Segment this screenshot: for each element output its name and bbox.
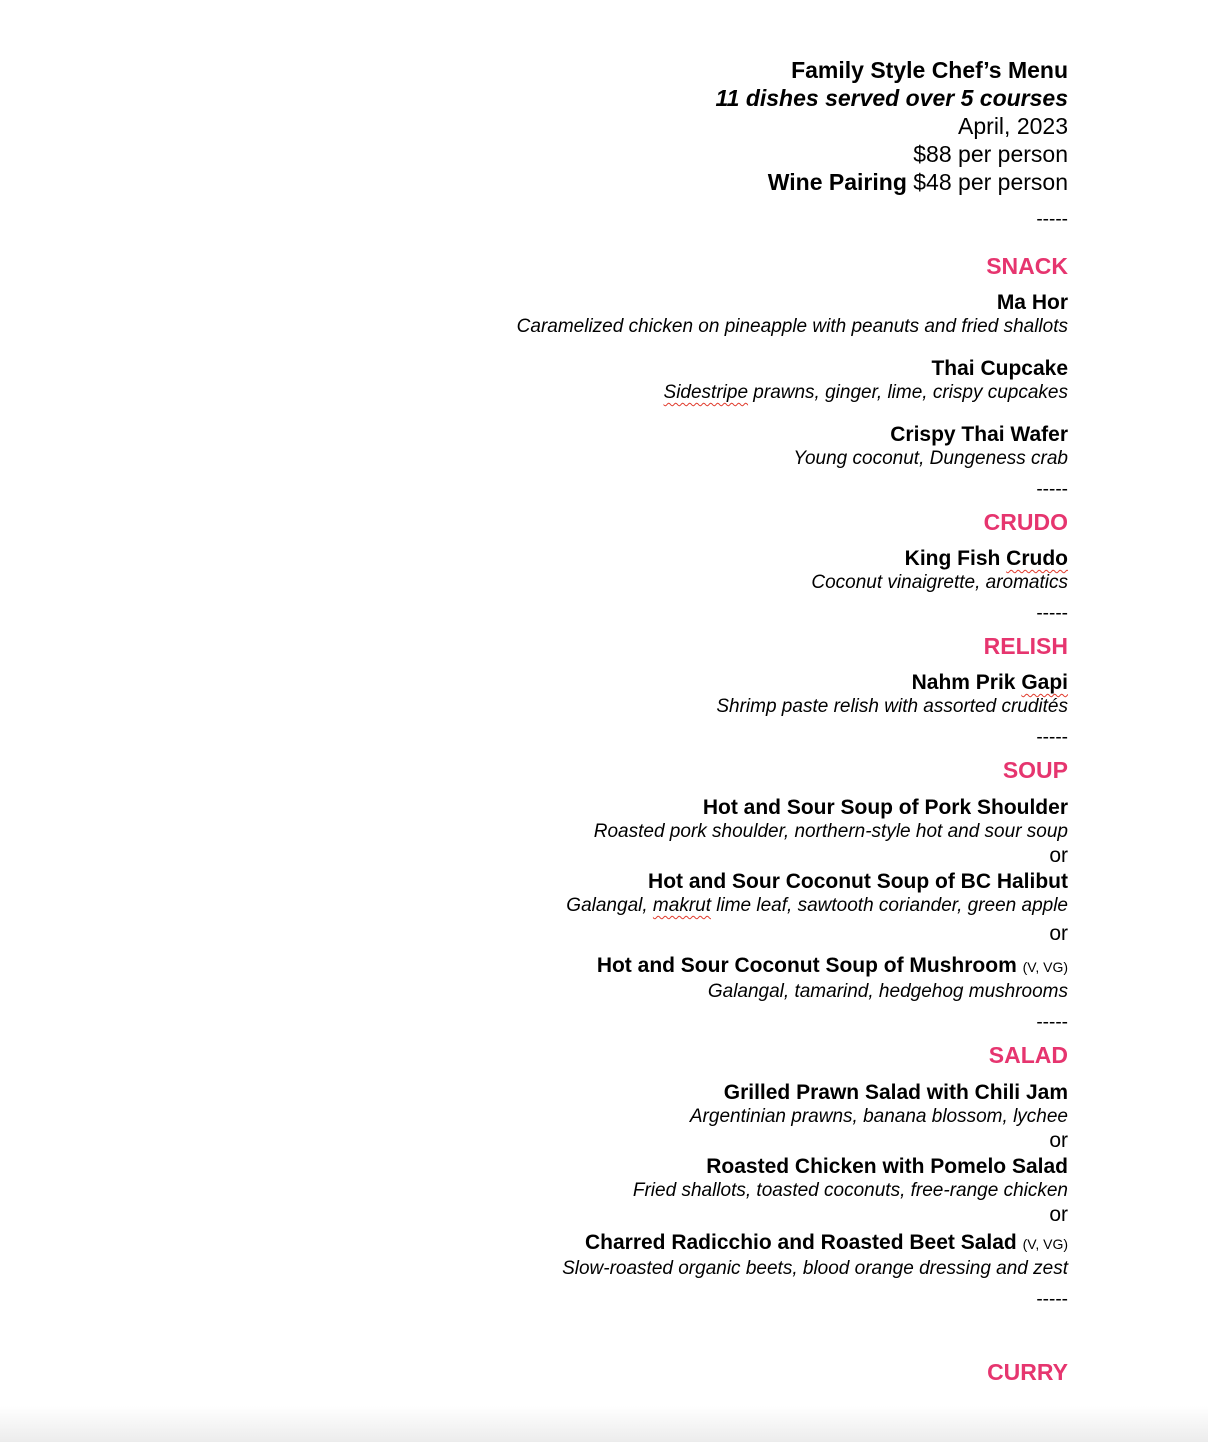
- dish-pork-shoulder-soup: [308, 795, 1068, 843]
- spellcheck-word: Sidestripe: [663, 382, 749, 403]
- dish-name: [308, 546, 1068, 571]
- divider: -----: [1036, 1289, 1068, 1310]
- dish-desc: Coconut vinaigrette, aromatics: [811, 572, 1068, 593]
- or-separator: or: [1049, 922, 1068, 945]
- dish-name: Hot and Sour Coconut Soup of BC Halibut: [648, 870, 1068, 893]
- section-title-relish: RELISH: [983, 633, 1068, 659]
- spellcheck-word: Gapi: [1021, 671, 1068, 694]
- section-title-snack: SNACK: [986, 253, 1068, 279]
- dish-nahm-prik-gapi: [308, 670, 1068, 718]
- or-separator: or: [1049, 1203, 1068, 1226]
- dish-ma-hor: [308, 290, 1068, 338]
- dish-pomelo-salad: [308, 1154, 1068, 1202]
- dish-mushroom-soup: [308, 953, 1068, 1003]
- dish-desc: Argentinian prawns, banana blossom, lychee: [689, 1106, 1068, 1127]
- dish-name: Thai Cupcake: [931, 357, 1068, 380]
- wine-pairing-line: [308, 168, 1068, 196]
- spellcheck-word: makrut: [652, 895, 711, 916]
- dish-name: [308, 953, 1068, 980]
- dish-desc-text: Galangal,: [566, 895, 653, 916]
- dish-name: Roasted Chicken with Pomelo Salad: [706, 1155, 1068, 1178]
- dish-desc: Shrimp paste relish with assorted crudités: [716, 696, 1068, 717]
- dish-crispy-thai-wafer: [308, 422, 1068, 470]
- divider: -----: [1036, 727, 1068, 748]
- dietary-tag: (V, VG): [1022, 1236, 1068, 1252]
- dish-name-text: Charred Radicchio and Roasted Beet Salad: [584, 1231, 1017, 1254]
- wine-pairing-label: Wine Pairing: [767, 169, 907, 195]
- dish-thai-cupcake: [308, 356, 1068, 404]
- divider: -----: [1036, 209, 1068, 230]
- wine-pairing-price: $48 per person: [913, 169, 1068, 195]
- dish-name: Crispy Thai Wafer: [890, 423, 1068, 446]
- dish-name: [308, 670, 1068, 695]
- or-separator: or: [1049, 1129, 1068, 1152]
- menu-title: Family Style Chef’s Menu: [791, 57, 1068, 83]
- section-title-salad: SALAD: [988, 1042, 1068, 1068]
- section-title-soup: SOUP: [1002, 757, 1068, 783]
- spellcheck-word: Crudo: [1006, 547, 1068, 570]
- dish-desc: [308, 894, 1068, 917]
- dish-name: Ma Hor: [996, 291, 1068, 314]
- dish-name: Hot and Sour Soup of Pork Shoulder: [702, 796, 1068, 819]
- divider: -----: [1036, 479, 1068, 500]
- dish-grilled-prawn-salad: [308, 1080, 1068, 1128]
- dish-desc: Roasted pork shoulder, northern-style hot and sour soup: [593, 821, 1068, 842]
- menu-date: April, 2023: [958, 113, 1068, 139]
- dietary-tag: (V, VG): [1022, 959, 1068, 975]
- or-separator: or: [1049, 844, 1068, 867]
- section-title-crudo: CRUDO: [983, 509, 1068, 535]
- divider: -----: [1036, 1012, 1068, 1033]
- dish-desc: Galangal, tamarind, hedgehog mushrooms: [707, 981, 1068, 1002]
- dish-halibut-soup: [308, 869, 1068, 917]
- section-title-curry: CURRY: [987, 1359, 1068, 1385]
- menu-header: [308, 56, 1068, 196]
- dish-name: Grilled Prawn Salad with Chili Jam: [723, 1081, 1068, 1104]
- dish-desc: Young coconut, Dungeness crab: [793, 448, 1068, 469]
- dish-name: [308, 1230, 1068, 1257]
- menu-subtitle: 11 dishes served over 5 courses: [715, 85, 1068, 111]
- dish-name-text: King Fish: [904, 547, 1007, 570]
- menu-price: $88 per person: [913, 141, 1068, 167]
- menu-column: [308, 56, 1068, 1386]
- dish-desc-rest: lime leaf, sawtooth coriander, green apple: [711, 895, 1068, 916]
- dish-radicchio-beet-salad: [308, 1230, 1068, 1280]
- dish-desc: Caramelized chicken on pineapple with peanuts and fried shallots: [516, 316, 1068, 337]
- dish-desc-rest: prawns, ginger, lime, crispy cupcakes: [748, 382, 1068, 403]
- dish-desc: Fried shallots, toasted coconuts, free-range chicken: [632, 1180, 1068, 1201]
- dish-desc: [308, 381, 1068, 404]
- divider: -----: [1036, 603, 1068, 624]
- page-bottom-shadow: [0, 1406, 1208, 1442]
- dish-name-text: Nahm Prik: [911, 671, 1022, 694]
- dish-desc: Slow-roasted organic beets, blood orange dressing and zest: [562, 1258, 1068, 1279]
- dish-name-text: Hot and Sour Coconut Soup of Mushroom: [596, 954, 1017, 977]
- dish-king-fish-crudo: [308, 546, 1068, 594]
